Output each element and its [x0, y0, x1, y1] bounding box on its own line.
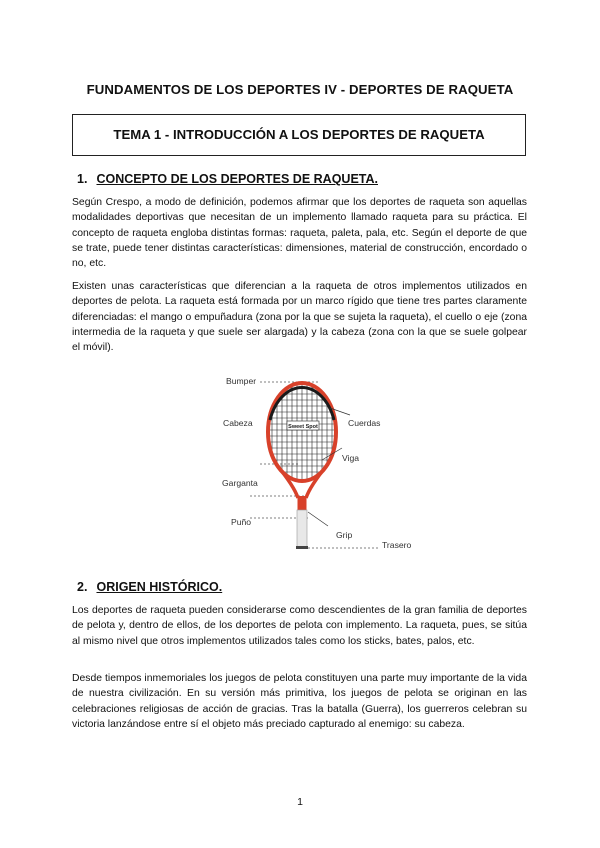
- topic-box: [72, 114, 526, 156]
- label-bumper: Bumper: [226, 376, 257, 386]
- document-title: FUNDAMENTOS DE LOS DEPORTES IV - DEPORTES DE RAQUETA: [86, 82, 514, 97]
- racket-illustration: [210, 368, 430, 558]
- paragraph: Según Crespo, a modo de definición, podemos afirmar que los deportes de raqueta son aquellas modalidades deportivas que necesitan de un implemento llamado raqueta para su práctica. El concepto de raqueta engloba distintas formas: raqueta, paleta, pala, etc. Según el deporte de que se trate, puede tener distintas características: dimensiones, material de construcción, encordado o no, etc.: [72, 197, 527, 270]
- guide-lines: [250, 382, 380, 548]
- topic-title: TEMA 1 - INTRODUCCIÓN A LOS DEPORTES DE RAQUETA: [113, 127, 485, 142]
- page-number: 1: [297, 796, 303, 808]
- label-garganta: Garganta: [222, 478, 258, 488]
- label-trasero: Trasero: [382, 540, 412, 550]
- label-cuerdas: Cuerdas: [348, 418, 381, 428]
- label-puno: Puño: [231, 517, 252, 527]
- label-cabeza: Cabeza: [223, 418, 253, 428]
- section-number: 1.: [77, 172, 88, 186]
- label-grip: Grip: [336, 530, 353, 540]
- section-label: CONCEPTO DE LOS DEPORTES DE RAQUETA.: [96, 172, 378, 186]
- racket-shaft: [298, 496, 307, 510]
- sweet-spot-label: Sweet Spot: [288, 424, 318, 430]
- section-heading-concepto: [77, 172, 378, 186]
- paragraph: Los deportes de raqueta pueden considerarse como descendientes de la gran familia de deportes de pelota y, dentro de ellos, de los deportes de pelota con implemento. La raqueta, pues, se sitúa al mismo nivel que otros implementos utilizados tales como los sticks, bates, palos, etc.: [72, 605, 527, 647]
- section-heading-origen: [77, 580, 222, 594]
- section-number: 2.: [77, 580, 88, 594]
- paragraph: Existen unas características que diferencian a la raqueta de otros implementos utilizados en deportes de pelota. La raqueta está formada por un marco rígido que tiene tres partes claramente diferenciadas: el mango o empuñadura (zona por la que se sujeta la raqueta), el cuello o eje (zona intermedia de la raqueta y que suele ser alargada) y la cabeza (zona con la que se suele golpear el móvil).: [72, 281, 527, 354]
- racket-grip: [297, 510, 307, 547]
- section-label: ORIGEN HISTÓRICO.: [96, 580, 223, 594]
- racket-diagram: [210, 368, 430, 558]
- paragraph: Desde tiempos inmemoriales los juegos de pelota constituyen una parte muy importante de la vida de nuestra civilización. En su versión más primitiva, los juegos de pelota se originan en las celebraciones religiosas de acción de gracias. Tras la batalla (Guerra), los guerreros celebran su victoria lanzándose entre sí el objeto más preciado capturado al enemigo: su cabeza.: [72, 673, 527, 730]
- label-viga: Viga: [342, 453, 360, 463]
- racket-butt-cap: [296, 546, 308, 549]
